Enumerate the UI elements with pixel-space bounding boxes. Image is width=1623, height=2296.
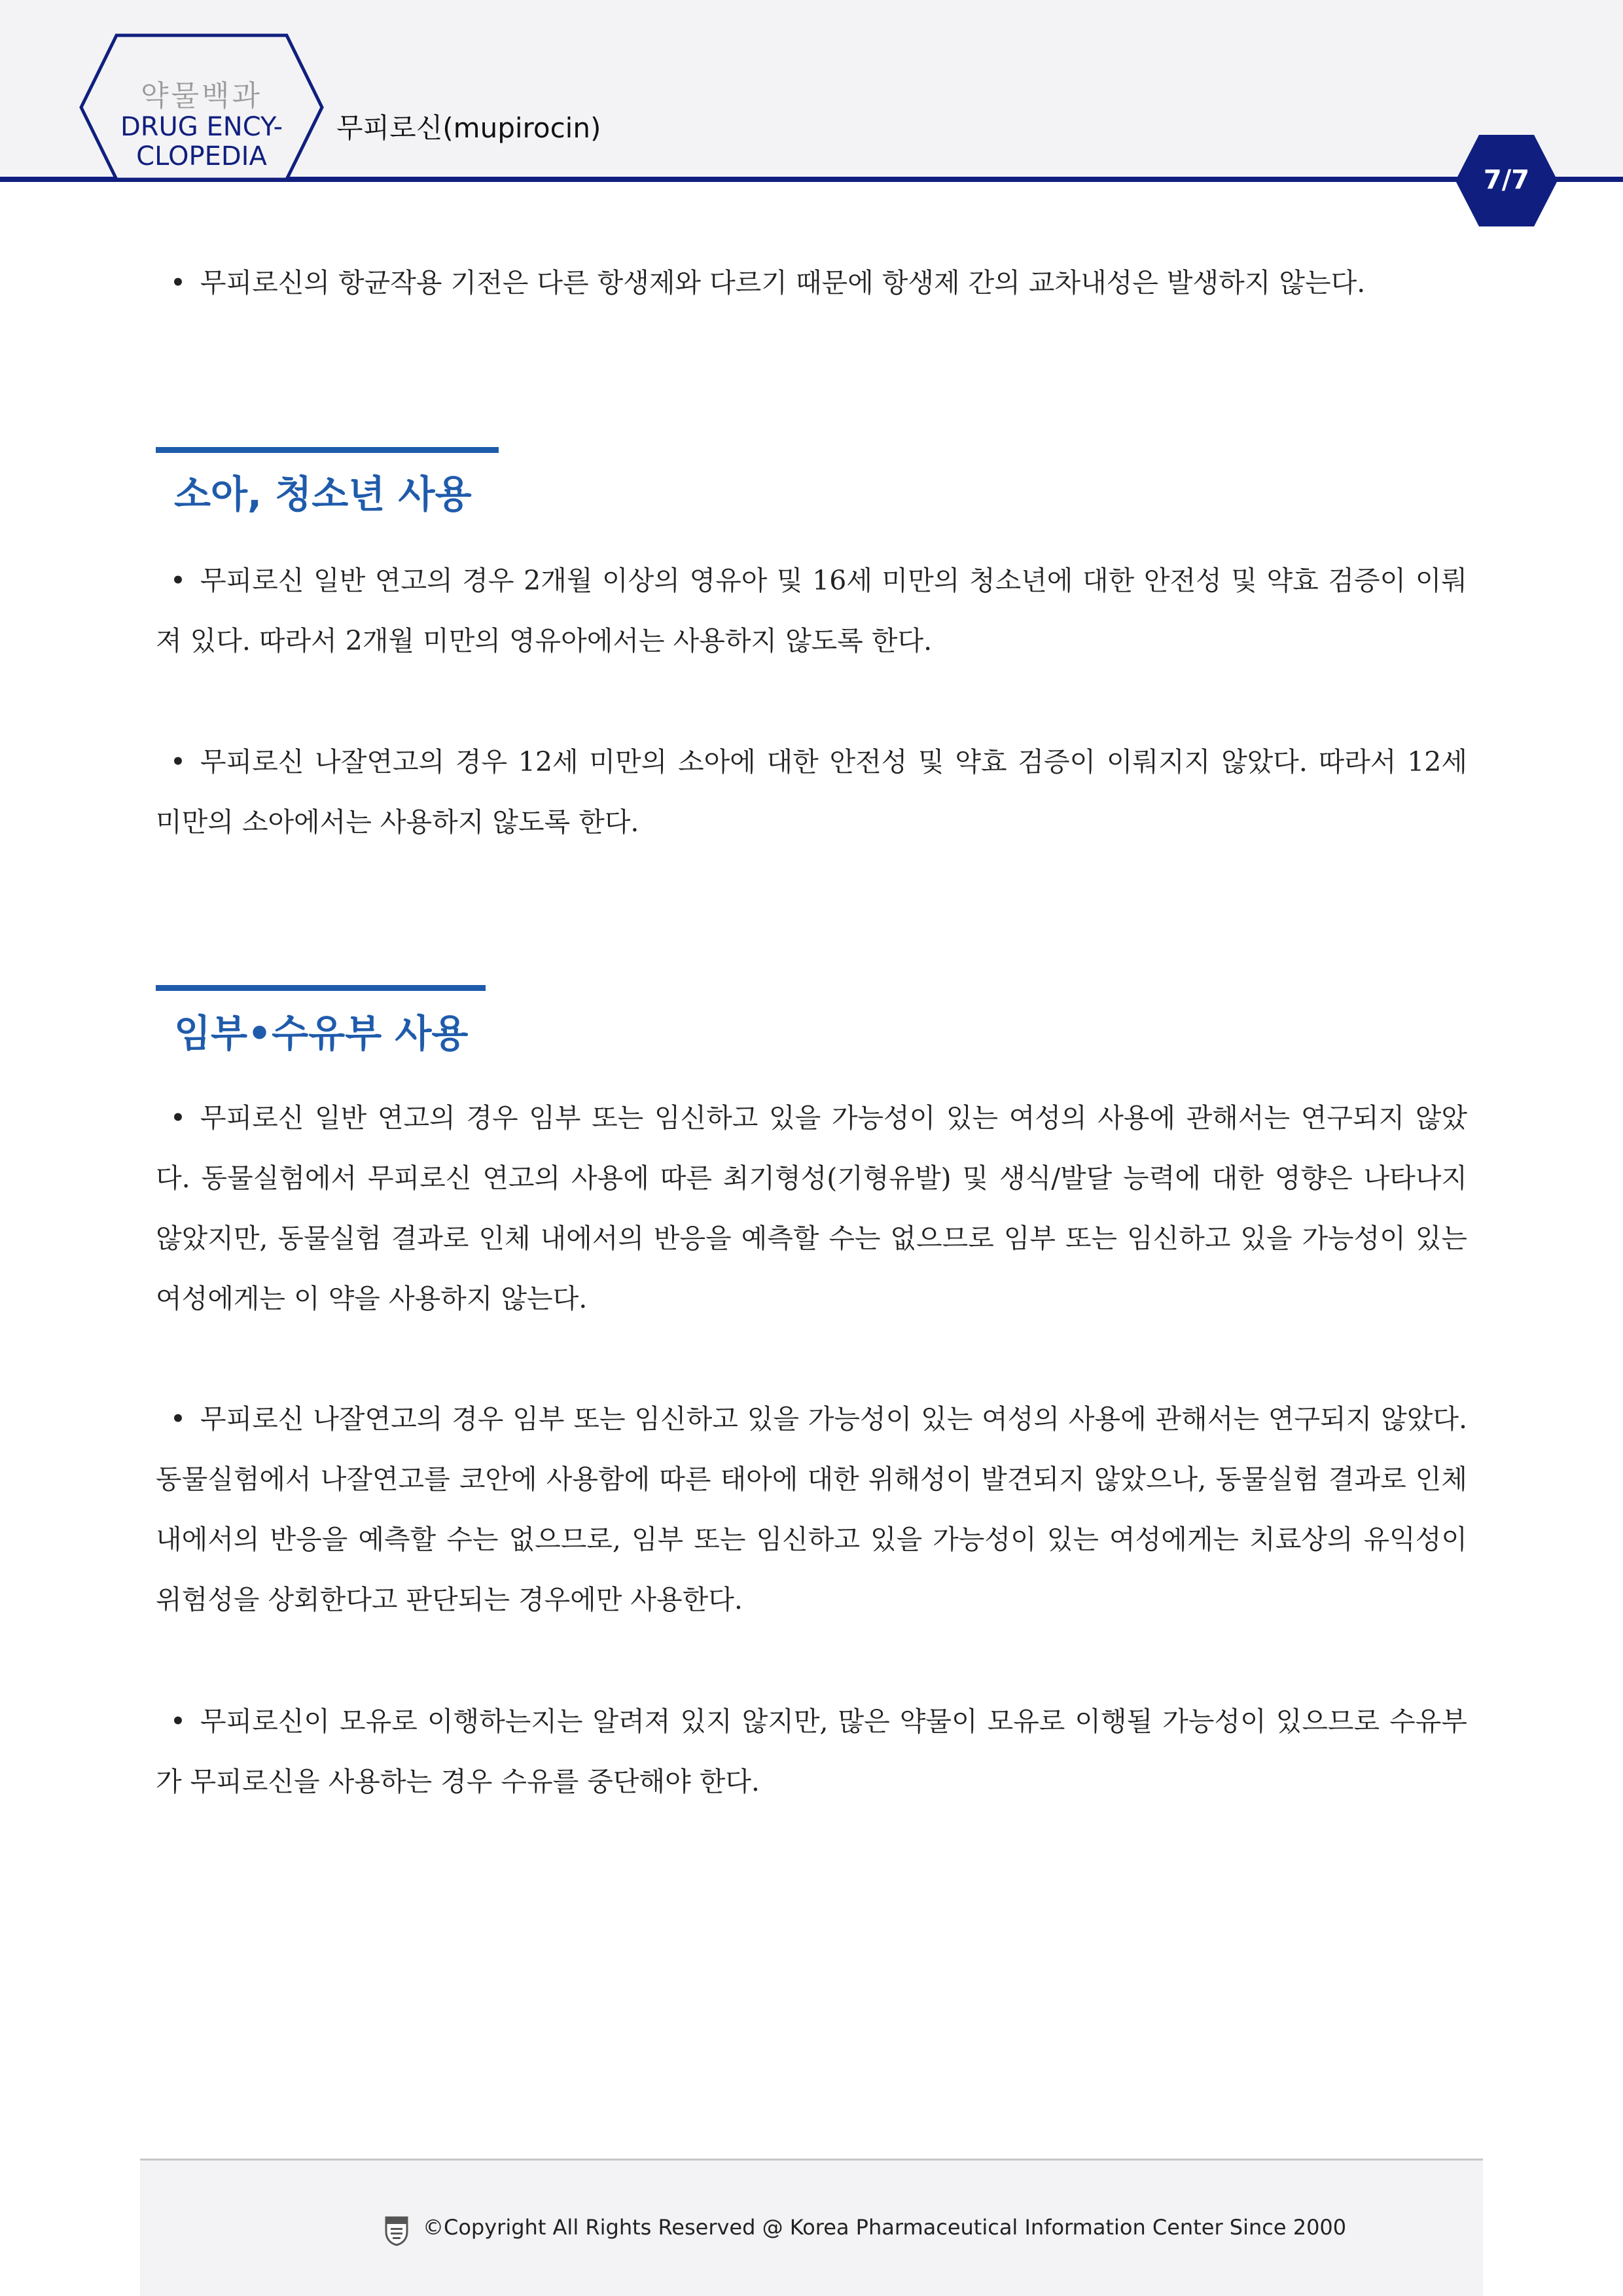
paragraph-text: 무피로신 일반 연고의 경우 2개월 이상의 영유아 및 16세 미만의 청소년에 대한 안전성 및 약효 검증이 이뤄져 있다. 따라서 2개월 미만의 영유아에서는 사용하지 않도록 한다. <box>156 565 1467 656</box>
bullet-icon: • <box>169 746 187 778</box>
paragraph-text: 무피로신이 모유로 이행하는지는 알려져 있지 않지만, 많은 약물이 모유로 이행될 가능성이 있으므로 수유부가 무피로신을 사용하는 경우 수유를 중단해야 한다. <box>156 1706 1467 1797</box>
section-1-paragraph-2 <box>156 732 1467 852</box>
bullet-icon: • <box>169 267 187 298</box>
section-2-title: 임부•수유부 사용 <box>174 1011 469 1056</box>
logo-english-line2: CLOPEDIA <box>136 141 267 171</box>
section-1-accent-bar <box>156 447 499 453</box>
section-1-title: 소아, 청소년 사용 <box>174 472 472 516</box>
section-2-paragraph-2 <box>156 1389 1467 1630</box>
intro-paragraph <box>156 253 1467 313</box>
section-2-paragraph-1 <box>156 1088 1467 1329</box>
intro-text: 무피로신의 항균작용 기전은 다른 항생제와 다르기 때문에 항생제 간의 교차내성은 발생하지 않는다. <box>200 267 1366 298</box>
page-number: 7/7 <box>1483 165 1530 195</box>
bullet-icon: • <box>169 1706 187 1737</box>
footer-copyright: ©Copyright All Rights Reserved @ Korea Pharmaceutical Information Center Since 2000 <box>423 2215 1347 2240</box>
section-2-accent-bar <box>156 985 486 991</box>
crest-icon <box>383 2215 410 2246</box>
section-1-paragraph-1 <box>156 550 1467 671</box>
logo-english-line1: DRUG ENCY- <box>120 112 283 142</box>
footer-rule <box>140 2159 1483 2161</box>
section-2-paragraph-3 <box>156 1691 1467 1812</box>
bullet-icon: • <box>169 565 187 596</box>
paragraph-text: 무피로신 나잘연고의 경우 임부 또는 임신하고 있을 가능성이 있는 여성의 사용에 관해서는 연구되지 않았다. 동물실험에서 나잘연고를 코안에 사용함에 따른 태아에 대한 위해성이 발견되지 않았으나, 동물실험 결과로 인체 내에서의 반응을 예측할 수는 없으므로, 임부 또는 임신하고 있을 가능성이 있는 여성에게는 치료상의 유익성이 위험성을 상회한다고 판단되는 경우에만 사용한다. <box>156 1403 1467 1615</box>
logo-korean-text: 약물백과 <box>140 79 262 113</box>
paragraph-text: 무피로신 일반 연고의 경우 임부 또는 임신하고 있을 가능성이 있는 여성의 사용에 관해서는 연구되지 않았다. 동물실험에서 무피로신 연고의 사용에 따른 최기형성(기형유발) 및 생식/발달 능력에 대한 영향은 나타나지 않았지만, 동물실험 결과로 인체 내에서의 반응을 예측할 수는 없으므로 임부 또는 임신하고 있을 가능성이 있는 여성에게는 이 약을 사용하지 않는다. <box>156 1102 1467 1314</box>
bullet-icon: • <box>169 1403 187 1435</box>
paragraph-text: 무피로신 나잘연고의 경우 12세 미만의 소아에 대한 안전성 및 약효 검증이 이뤄지지 않았다. 따라서 12세 미만의 소아에서는 사용하지 않도록 한다. <box>156 746 1467 838</box>
document-title: 무피로신(mupirocin) <box>336 112 601 144</box>
bullet-icon: • <box>169 1102 187 1134</box>
